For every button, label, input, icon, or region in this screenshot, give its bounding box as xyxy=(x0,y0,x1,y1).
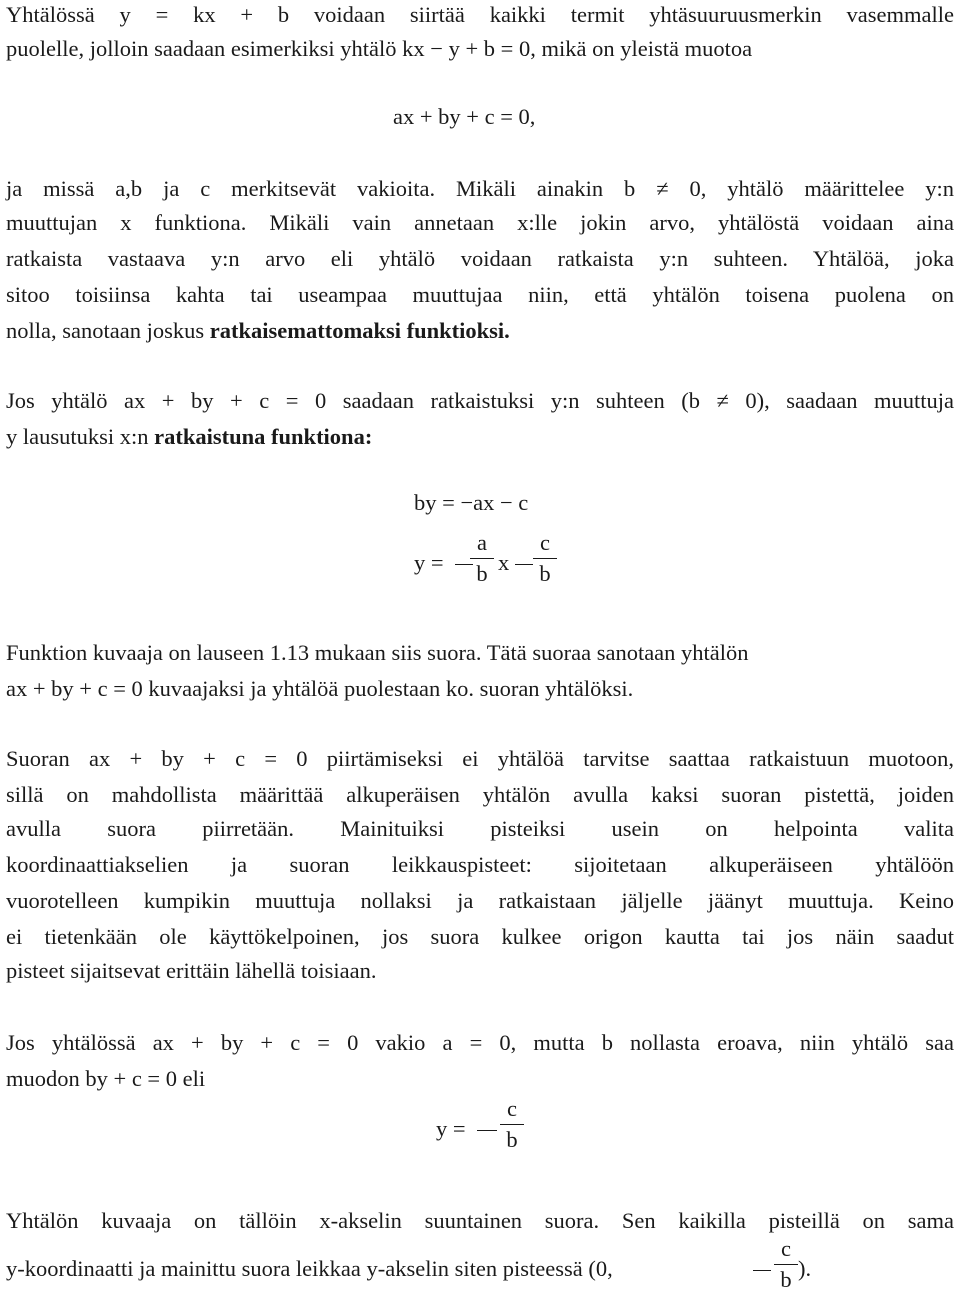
fraction-numerator: c xyxy=(540,530,550,555)
paragraph-2-line-5 xyxy=(6,316,954,346)
fraction-numerator: c xyxy=(781,1236,791,1261)
paragraph-2-line-2: muuttujan x funktiona. Mikäli vain annetaan x:lle jokin arvo, yhtälöstä voidaan aina xyxy=(6,210,954,235)
paragraph-2-line-1: ja missä a,b ja c merkitsevät vakioita. Mikäli ainakin b ≠ 0, yhtälö määrittelee y:n xyxy=(6,176,954,201)
fraction-denominator: b xyxy=(506,1127,518,1152)
paragraph-2-line-4: sitoo toisiinsa kahta tai useampaa muuttujaa niin, että yhtälön toisena puolena on xyxy=(6,282,954,307)
paragraph-2-line-5-text: nolla, sanotaan joskus xyxy=(6,318,210,343)
equation-y-lhs: y = xyxy=(414,550,444,575)
fraction-c-over-b xyxy=(500,1096,524,1153)
term-ratkaisemattomaksi-funktioksi: ratkaisemattomaksi funktioksi. xyxy=(209,318,510,343)
paragraph-5-line-1: Suoran ax + by + c = 0 piirtämiseksi ei yhtälöä tarvitse saattaa ratkaistuun muotoon, xyxy=(6,746,954,771)
fraction-numerator: c xyxy=(507,1096,517,1121)
fraction-denominator: b xyxy=(539,561,551,586)
paragraph-5-line-2: sillä on mahdollista määrittää alkuperäisen yhtälön avulla kaksi suoran pistettä, joiden xyxy=(6,782,954,807)
paragraph-2-line-3: ratkaista vastaava y:n arvo eli yhtälö voidaan ratkaista y:n suhteen. Yhtälöä, joka xyxy=(6,246,954,271)
paragraph-5-line-5: vuorotelleen kumpikin muuttuja nollaksi ja ratkaistaan jäljelle jäänyt muuttuja. Keino xyxy=(6,888,954,913)
paragraph-6-line-1: Jos yhtälössä ax + by + c = 0 vakio a = 0, mutta b nollasta eroava, niin yhtälö saa xyxy=(6,1030,954,1055)
equation-y-x: x xyxy=(498,550,510,575)
fraction-denominator: b xyxy=(780,1267,792,1292)
paragraph-1-line-2: puolelle, jolloin saadaan esimerkiksi yhtälö kx − y + b = 0, mikä on yleistä muotoa xyxy=(6,36,753,61)
paragraph-5-line-7: pisteet sijaitsevat erittäin lähellä toisiaan. xyxy=(6,958,377,983)
equation-general-form: ax + by + c = 0, xyxy=(393,104,536,129)
fraction-c-over-b-inline xyxy=(774,1236,798,1293)
paragraph-4-line-1: Funktion kuvaaja on lauseen 1.13 mukaan siis suora. Tätä suoraa sanotaan yhtälön xyxy=(6,640,749,665)
paragraph-7-line-2-text: y-koordinaatti ja mainittu suora leikkaa y-akselin siten pisteessä (0, xyxy=(6,1256,613,1281)
paragraph-7-line-2-end: ). xyxy=(798,1256,812,1281)
paragraph-3-line-2-text: y lausutuksi x:n xyxy=(6,424,155,449)
fraction-a-over-b xyxy=(470,530,494,587)
paragraph-1-line-1: Yhtälössä y = kx + b voidaan siirtää kaikki termit yhtäsuuruusmerkin vasemmalle xyxy=(6,2,954,27)
fraction-denominator: b xyxy=(476,561,488,586)
minus-sign xyxy=(750,1254,774,1284)
fraction-numerator: a xyxy=(477,530,487,555)
fraction-c-over-b xyxy=(533,530,557,587)
paragraph-5-line-6: ei tietenkään ole käyttökelpoinen, jos suora kulkee origon kautta tai jos näin saadut xyxy=(6,924,954,949)
term-ratkaistuna-funktiona: ratkaistuna funktiona: xyxy=(154,424,373,449)
minus-sign xyxy=(474,1114,500,1144)
paragraph-4-line-2: ax + by + c = 0 kuvaajaksi ja yhtälöä puolestaan ko. suoran yhtälöksi. xyxy=(6,676,634,701)
paragraph-3-line-2 xyxy=(6,422,954,452)
paragraph-6-line-2: muodon by + c = 0 eli xyxy=(6,1066,206,1091)
paragraph-7-line-1: Yhtälön kuvaaja on tällöin x-akselin suuntainen suora. Sen kaikilla pisteillä on sama xyxy=(6,1208,954,1233)
paragraph-3-line-1: Jos yhtälö ax + by + c = 0 saadaan ratkaistuksi y:n suhteen (b ≠ 0), saadaan muuttuja xyxy=(6,388,954,413)
equation-y2-lhs: y = xyxy=(436,1116,466,1141)
paragraph-5-line-4: koordinaattiakselien ja suoran leikkauspisteet: sijoitetaan alkuperäiseen yhtälöön xyxy=(6,852,954,877)
paragraph-5-line-3: avulla suora piirretään. Mainituiksi pisteiksi usein on helpointa valita xyxy=(6,816,954,841)
equation-by: by = −ax − c xyxy=(414,490,529,515)
